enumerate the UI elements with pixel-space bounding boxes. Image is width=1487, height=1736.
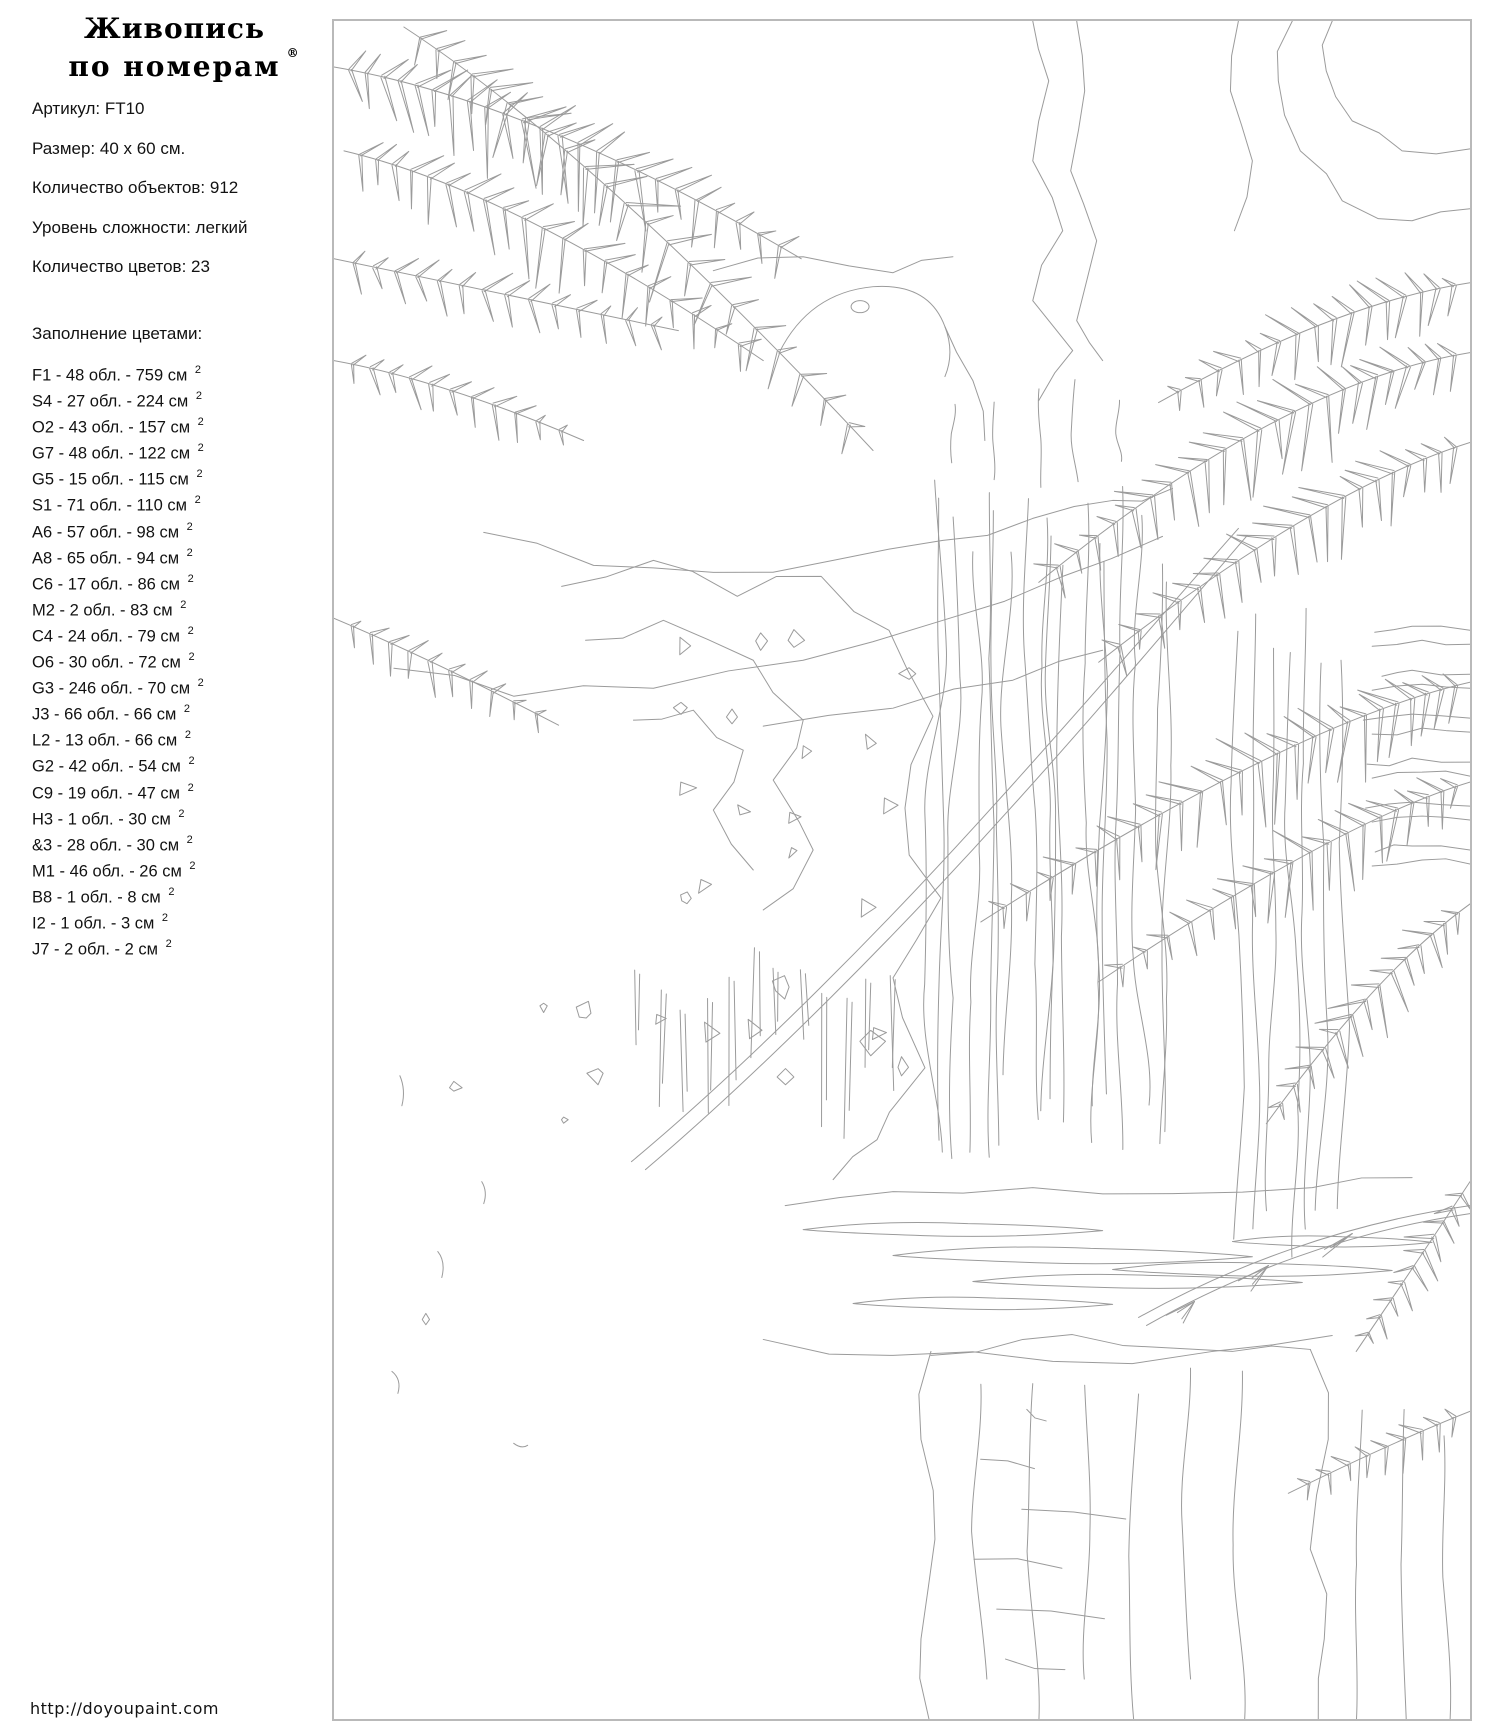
color-fill-row: F1 - 48 обл. - 759 см $^2$: [32, 364, 202, 385]
color-fill-row: J3 - 66 обл. - 66 см $^2$: [32, 703, 191, 724]
kit-color-count: Количество цветов: 23: [32, 257, 210, 276]
brand-name-line2: по номерам: [68, 50, 281, 83]
kit-details: [32, 100, 248, 298]
color-fill-row: G7 - 48 обл. - 122 см $^2$: [32, 442, 204, 463]
color-fill-row: A6 - 57 обл. - 98 см $^2$: [32, 520, 193, 542]
color-fills-title: Заполнение цветами:: [32, 324, 203, 343]
brand-logo: [62, 12, 299, 83]
brand-name-line1: Живопись: [84, 12, 265, 45]
kit-size: Размер: 40 x 60 см.: [32, 138, 186, 158]
color-fill-row: B8 - 1 обл. - 8 см $^2$: [32, 885, 175, 907]
color-fill-row: S4 - 27 обл. - 224 см $^2$: [32, 390, 202, 411]
color-fill-row: O2 - 43 обл. - 157 см $^2$: [32, 416, 204, 437]
color-fill-row: I2 - 1 обл. - 3 см $^2$: [32, 911, 169, 933]
color-fill-row: &3 - 28 обл. - 30 см $^2$: [32, 833, 193, 855]
color-fill-row: H3 - 1 обл. - 30 см $^2$: [32, 807, 185, 829]
registered-trademark-mark: ®: [286, 46, 299, 60]
outline-artwork: [334, 21, 1470, 1719]
waterfall-outline-drawing: [334, 21, 1470, 1719]
color-fill-row: A8 - 65 обл. - 94 см $^2$: [32, 546, 193, 568]
color-fill-row: S1 - 71 обл. - 110 см $^2$: [32, 494, 201, 515]
kit-object-count: Количество объектов: 912: [32, 178, 239, 197]
color-fill-row: G2 - 42 обл. - 54 см $^2$: [32, 755, 195, 776]
color-fill-row: G5 - 15 обл. - 115 см $^2$: [32, 468, 203, 489]
kit-article: Артикул: FT10: [32, 99, 145, 118]
color-fill-row: C9 - 19 обл. - 47 см $^2$: [32, 781, 194, 802]
painting-canvas: [332, 19, 1472, 1721]
color-fill-row: L2 - 13 обл. - 66 см $^2$: [32, 729, 191, 750]
color-fill-row: J7 - 2 обл. - 2 см $^2$: [32, 938, 172, 959]
color-fill-row: M1 - 46 обл. - 26 см $^2$: [32, 859, 196, 881]
color-fill-row: C4 - 24 обл. - 79 см $^2$: [32, 624, 194, 646]
color-fill-row: C6 - 17 обл. - 86 см $^2$: [32, 572, 194, 594]
kit-difficulty: Уровень сложности: легкий: [32, 217, 248, 237]
color-fill-row: M2 - 2 обл. - 83 см $^2$: [32, 598, 187, 620]
color-fill-row: O6 - 30 обл. - 72 см $^2$: [32, 651, 195, 672]
footer-url: http://doyoupaint.com: [30, 1699, 219, 1718]
color-fill-row: G3 - 246 обл. - 70 см $^2$: [32, 677, 204, 698]
color-fill-list: [32, 361, 204, 961]
